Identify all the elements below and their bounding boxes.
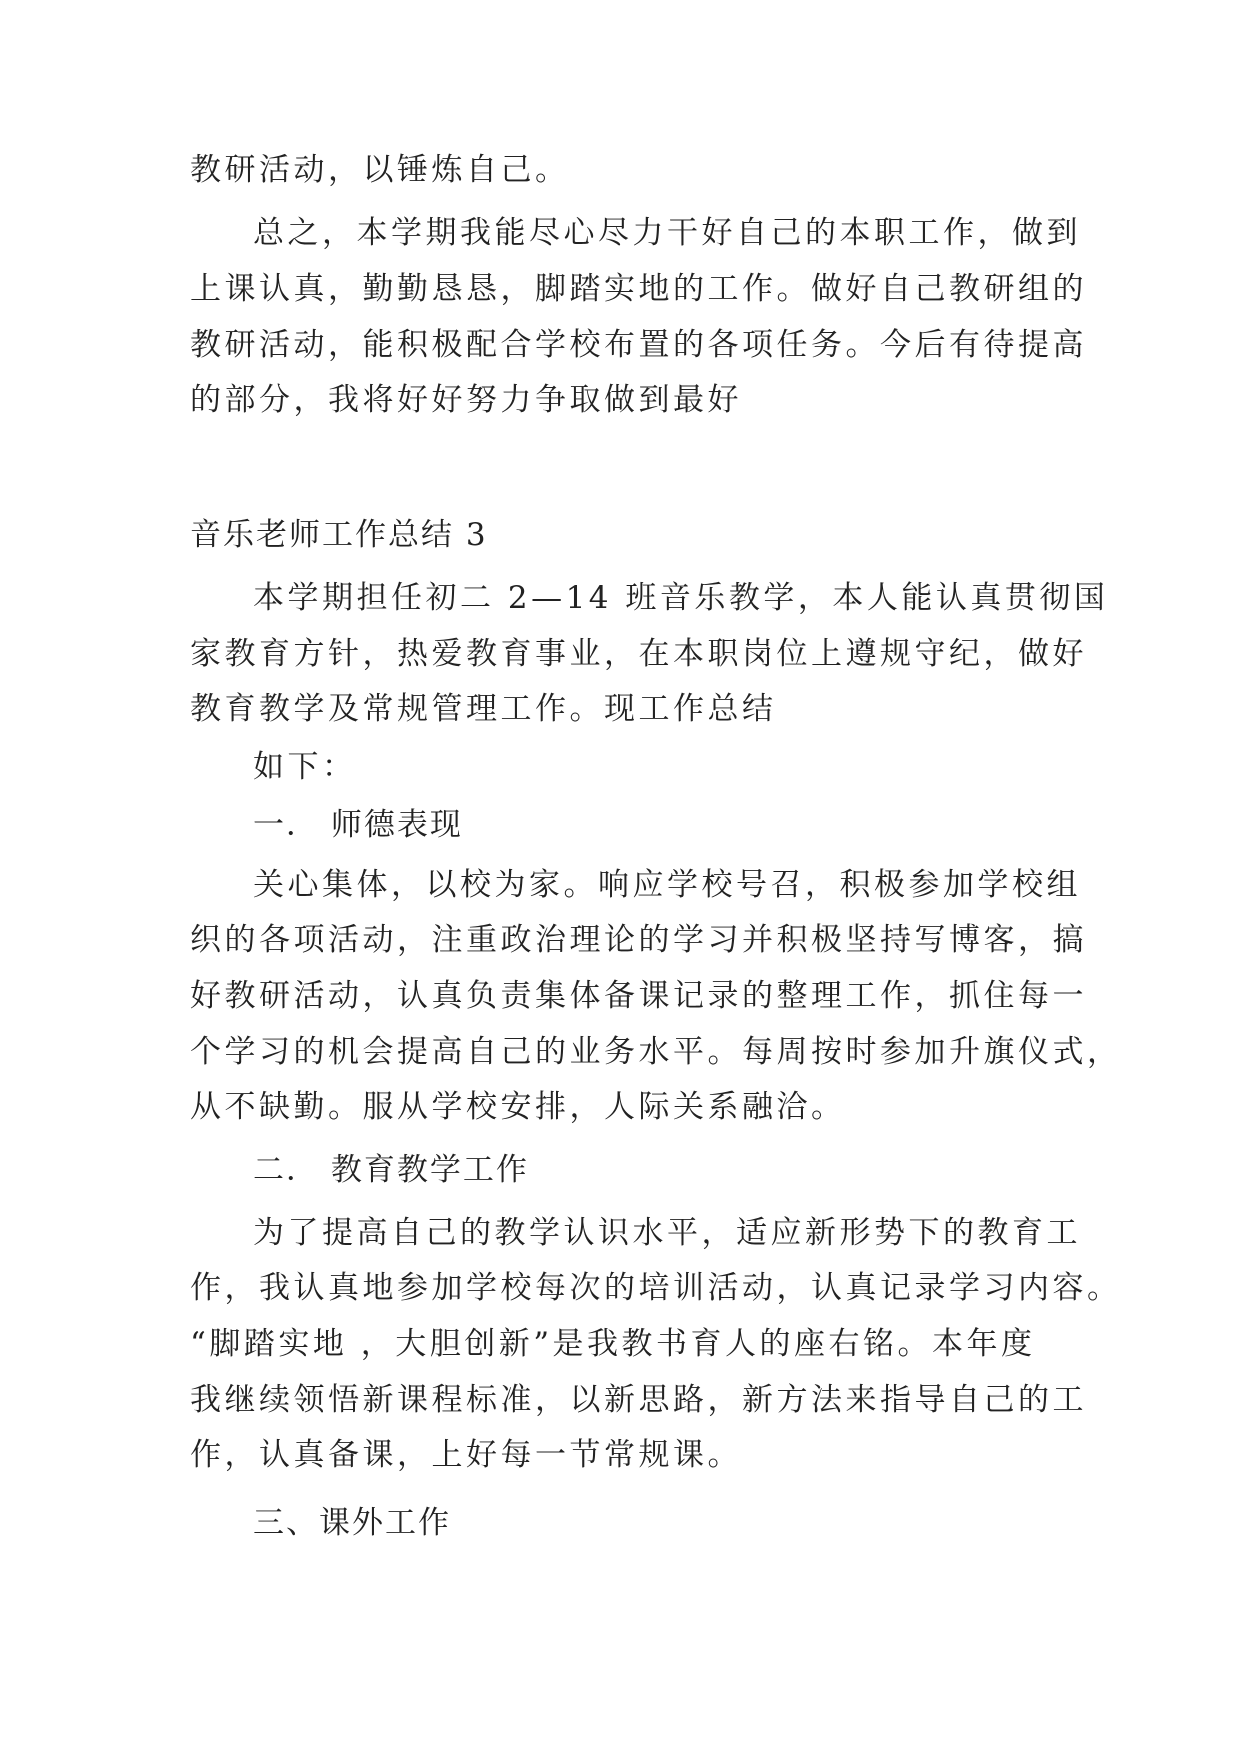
subsection-heading: 一． 师德表现 <box>253 807 463 843</box>
paragraph-first-line: 如下： <box>253 749 357 785</box>
text-line: 上课认真，勤勤恳恳，脚踏实地的工作。做好自己教研组的 <box>190 271 1087 307</box>
text-line: 家教育方针，热爱教育事业，在本职岗位上遵规守纪，做好 <box>190 636 1087 672</box>
text-line: 从不缺勤。服从学校安排，人际关系融洽。 <box>190 1089 846 1125</box>
text-line: 教研活动，能积极配合学校布置的各项任务。今后有待提高 <box>190 327 1087 363</box>
text-line: 的部分，我将好好努力争取做到最好 <box>190 382 742 418</box>
subsection-heading: 二． 教育教学工作 <box>253 1152 529 1188</box>
section-title: 音乐老师工作总结 3 <box>190 517 488 553</box>
paragraph-first-line: 总之，本学期我能尽心尽力干好自己的本职工作，做到 <box>253 215 1081 251</box>
text-line: 织的各项活动，注重政治理论的学习并积极坚持写博客，搞 <box>190 922 1087 958</box>
paragraph-first-line: 为了提高自己的教学认识水平，适应新形势下的教育工 <box>253 1215 1081 1251</box>
text-line: 作，我认真地参加学校每次的培训活动，认真记录学习内容。 <box>190 1270 1122 1306</box>
text-line: 个学习的机会提高自己的业务水平。每周按时参加升旗仪式， <box>190 1034 1122 1070</box>
text-line: 我继续领悟新课程标准，以新思路，新方法来指导自己的工 <box>190 1382 1087 1418</box>
paragraph-first-line: 关心集体，以校为家。响应学校号召，积极参加学校组 <box>253 867 1081 903</box>
text-line: 教育教学及常规管理工作。现工作总结 <box>190 691 777 727</box>
paragraph-first-line: 本学期担任初二 2—14 班音乐教学，本人能认真贯彻国 <box>253 580 1109 616</box>
subsection-heading: 三、课外工作 <box>253 1505 451 1541</box>
text-line: 作，认真备课，上好每一节常规课。 <box>190 1437 742 1473</box>
text-line: 好教研活动，认真负责集体备课记录的整理工作，抓住每一 <box>190 978 1087 1014</box>
text-line: “脚踏实地 ，大胆创新”是我教书育人的座右铭。本年度 <box>190 1326 1036 1362</box>
text-line: 教研活动，以锤炼自己。 <box>190 152 570 188</box>
